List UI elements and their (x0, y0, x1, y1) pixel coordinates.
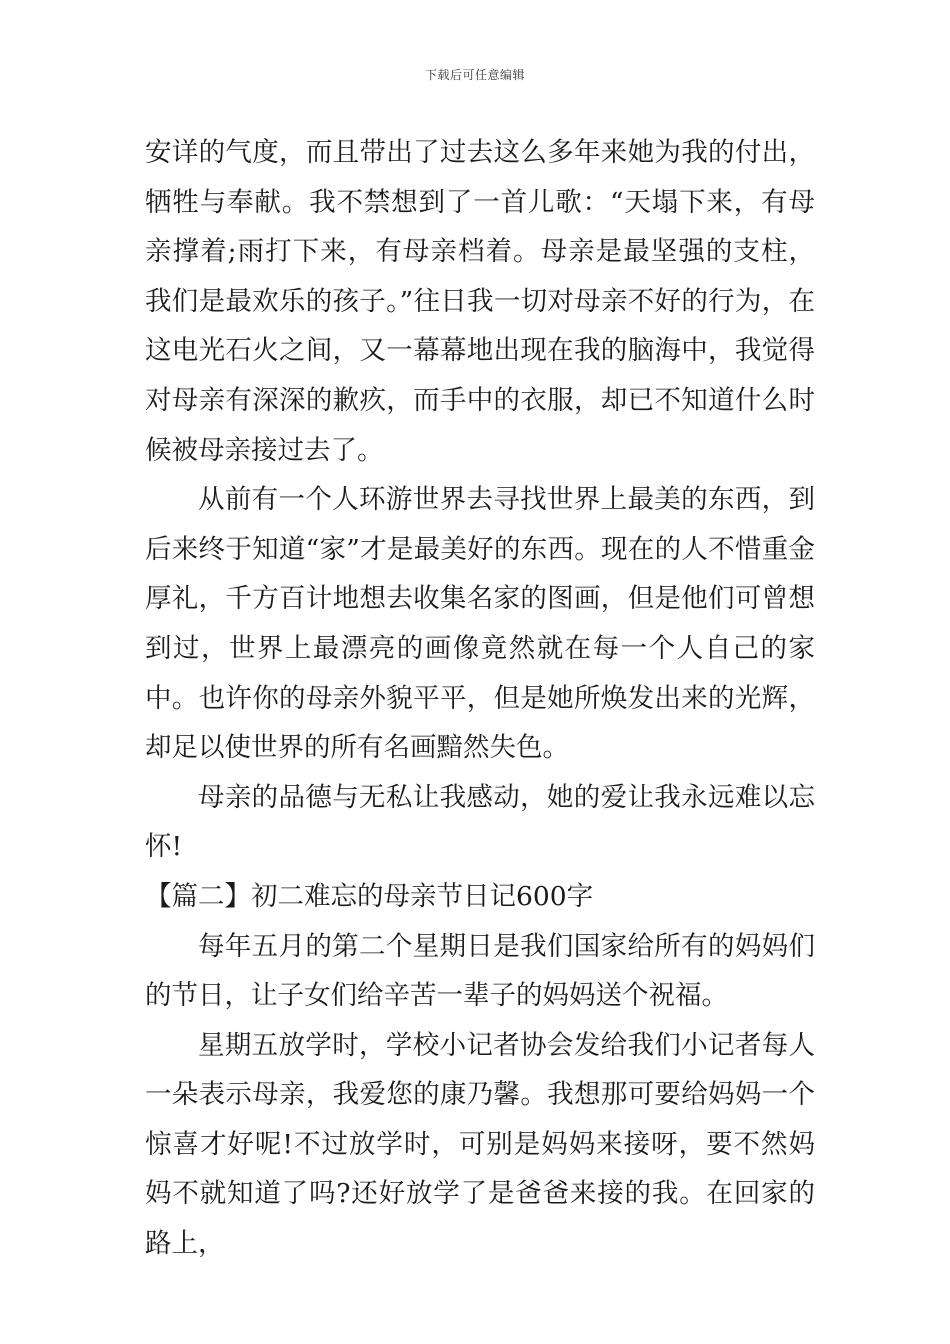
paragraph-1: 安详的气度，而且带出了过去这么多年来她为我的付出，牺牲与奉献。我不禁想到了一首儿歌：“天塌下来，有母亲撑着;雨打下来，有母亲档着。母亲是最坚强的支柱，我们是最欢乐的孩子。”往日我一切对母亲不好的行为，在这电光石火之间，又一幕幕地出现在我的脑海中，我觉得对母亲有深深的歉疚，而手中的衣服，却已不知道什么时候被母亲接过去了。 (145, 137, 815, 466)
paragraph-4: 每年五月的第二个星期日是我们国家给所有的妈妈们的节日，让子女们给辛苦一辈子的妈妈送个祝福。 (145, 930, 815, 1012)
section-heading: 【篇二】初二难忘的母亲节日记600字 (145, 880, 594, 912)
document-body (145, 128, 815, 1269)
paragraph-2: 从前有一个人环游世界去寻找世界上最美的东西，到后来终于知道“家”才是最美好的东西。现在的人不惜重金厚礼，千方百计地想去收集名家的图画，但是他们可曾想到过，世界上最漂亮的画像竟然就在每一个人自己的家中。也许你的母亲外貌平平，但是她所焕发出来的光辉，却足以使世界的所有名画黯然失色。 (145, 484, 815, 764)
paragraph-5: 星期五放学时，学校小记者协会发给我们小记者每人一朵表示母亲，我爱您的康乃馨。我想那可要给妈妈一个惊喜才好呢!不过放学时，可别是妈妈来接呀，要不然妈妈不就知道了吗?还好放学了是爸爸来接的我。在回家的路上， (145, 1029, 815, 1260)
page-header: 下载后可任意编辑 (424, 68, 525, 82)
paragraph-3: 母亲的品德与无私让我感动，她的爱让我永远难以忘怀! (145, 781, 815, 863)
